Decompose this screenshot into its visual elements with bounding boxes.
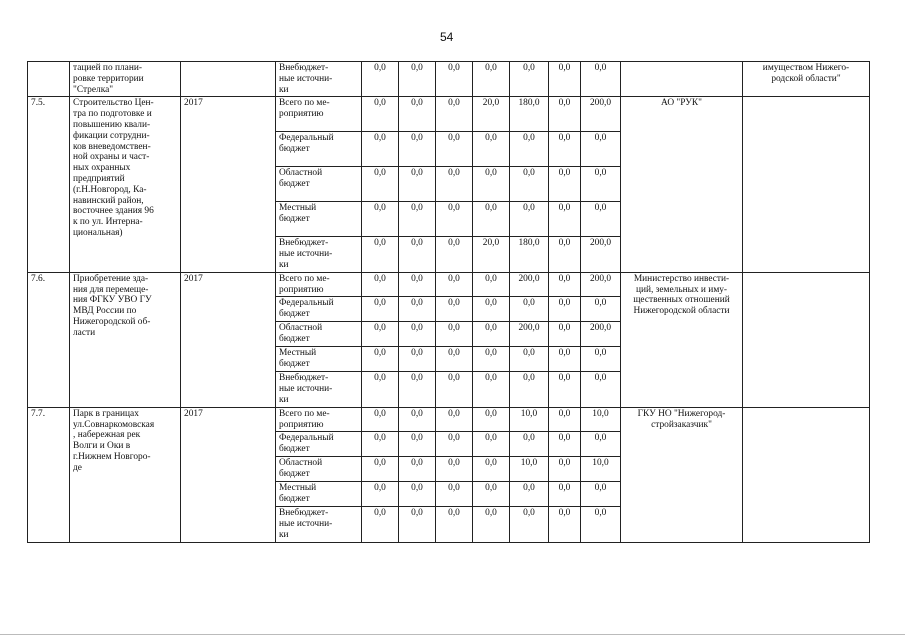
value-cell: 0,0	[510, 347, 549, 372]
value-cell: 0,0	[362, 132, 399, 167]
item-number-cell: 7.6.	[28, 272, 70, 407]
value-cell: 0,0	[549, 482, 581, 507]
value-cell: 0,0	[549, 457, 581, 482]
value-cell: 0,0	[473, 432, 510, 457]
value-cell: 0,0	[362, 272, 399, 297]
value-cell: 0,0	[510, 482, 549, 507]
value-cell: 0,0	[473, 482, 510, 507]
value-cell: 0,0	[549, 432, 581, 457]
value-cell: 0,0	[510, 507, 549, 542]
value-cell: 0,0	[581, 62, 621, 97]
value-cell: 0,0	[362, 62, 399, 97]
value-cell: 0,0	[510, 167, 549, 202]
value-cell: 0,0	[399, 322, 436, 347]
value-cell: 0,0	[549, 237, 581, 272]
value-cell: 0,0	[549, 372, 581, 407]
value-cell: 200,0	[581, 322, 621, 347]
value-cell: 0,0	[549, 62, 581, 97]
value-cell: 0,0	[436, 202, 473, 237]
page-edge-line	[0, 634, 905, 635]
value-cell: 0,0	[399, 97, 436, 132]
value-cell: 10,0	[510, 457, 549, 482]
value-cell: 0,0	[362, 432, 399, 457]
value-cell: 0,0	[399, 432, 436, 457]
value-cell: 0,0	[549, 297, 581, 322]
value-cell: 0,0	[436, 347, 473, 372]
value-cell: 0,0	[362, 97, 399, 132]
funding-source-cell: Всего по ме- роприятию	[276, 97, 362, 132]
value-cell: 0,0	[362, 322, 399, 347]
value-cell: 200,0	[581, 237, 621, 272]
value-cell: 0,0	[399, 167, 436, 202]
value-cell: 0,0	[399, 297, 436, 322]
funding-source-cell: Местный бюджет	[276, 482, 362, 507]
item-name-cell: Приобретение зда- ния для перемеще- ния ФГКУ УВО ГУ МВД России по Нижегородской об- ласти	[70, 272, 181, 407]
funding-source-cell: Областной бюджет	[276, 322, 362, 347]
funding-source-cell: Федеральный бюджет	[276, 132, 362, 167]
value-cell: 0,0	[399, 347, 436, 372]
page-number: 54	[440, 30, 454, 44]
value-cell: 200,0	[581, 272, 621, 297]
value-cell: 0,0	[436, 457, 473, 482]
value-cell: 0,0	[399, 372, 436, 407]
value-cell: 200,0	[510, 322, 549, 347]
value-cell: 0,0	[436, 432, 473, 457]
value-cell: 0,0	[399, 507, 436, 542]
value-cell: 0,0	[510, 132, 549, 167]
value-cell: 180,0	[510, 97, 549, 132]
value-cell: 0,0	[362, 237, 399, 272]
value-cell: 0,0	[362, 407, 399, 432]
value-cell: 0,0	[436, 482, 473, 507]
note-cell: имуществом Нижего- родской области"	[743, 62, 870, 97]
executor-cell: АО "РУК"	[621, 97, 743, 272]
item-name-cell: Строительство Цен- тра по подготовке и повышению квали- фикации сотрудни- ков вневедомствен- ной охраны и част- ных охранных предприятий (г.Н.Новгород, Ка- навинский район, восточнее здания 96 к по ул. Интерна- циональная)	[70, 97, 181, 272]
value-cell: 0,0	[549, 132, 581, 167]
funding-source-cell: Федеральный бюджет	[276, 297, 362, 322]
value-cell: 0,0	[473, 132, 510, 167]
value-cell: 0,0	[581, 507, 621, 542]
value-cell: 0,0	[549, 507, 581, 542]
value-cell: 0,0	[473, 407, 510, 432]
year-cell	[181, 62, 276, 97]
value-cell: 0,0	[510, 62, 549, 97]
value-cell: 0,0	[549, 97, 581, 132]
value-cell: 0,0	[399, 237, 436, 272]
executor-cell: ГКУ НО "Нижегород- стройзаказчик"	[621, 407, 743, 542]
value-cell: 0,0	[473, 507, 510, 542]
value-cell: 0,0	[436, 322, 473, 347]
year-cell: 2017	[181, 272, 276, 407]
value-cell: 0,0	[399, 482, 436, 507]
value-cell: 0,0	[399, 457, 436, 482]
value-cell: 0,0	[473, 322, 510, 347]
value-cell: 0,0	[473, 347, 510, 372]
value-cell: 10,0	[581, 457, 621, 482]
value-cell: 200,0	[510, 272, 549, 297]
item-name-cell: Парк в границах ул.Совнаркомовская , набережная рек Волги и Оки в г.Нижнем Новгоро- де	[70, 407, 181, 542]
value-cell: 0,0	[399, 132, 436, 167]
value-cell: 0,0	[399, 62, 436, 97]
value-cell: 0,0	[436, 132, 473, 167]
value-cell: 0,0	[473, 297, 510, 322]
funding-source-cell: Федеральный бюджет	[276, 432, 362, 457]
value-cell: 0,0	[581, 167, 621, 202]
value-cell: 0,0	[510, 297, 549, 322]
value-cell: 20,0	[473, 97, 510, 132]
value-cell: 0,0	[436, 372, 473, 407]
value-cell: 0,0	[436, 272, 473, 297]
note-cell	[743, 97, 870, 272]
executor-cell	[621, 62, 743, 97]
budget-table	[27, 61, 870, 543]
value-cell: 0,0	[362, 347, 399, 372]
value-cell: 0,0	[436, 407, 473, 432]
note-cell	[743, 272, 870, 407]
funding-source-cell: Внебюджет- ные источни- ки	[276, 507, 362, 542]
value-cell: 20,0	[473, 237, 510, 272]
funding-source-cell: Местный бюджет	[276, 202, 362, 237]
value-cell: 0,0	[549, 407, 581, 432]
value-cell: 0,0	[549, 272, 581, 297]
funding-source-cell: Внебюджет- ные источни- ки	[276, 372, 362, 407]
item-number-cell: 7.7.	[28, 407, 70, 542]
value-cell: 0,0	[436, 97, 473, 132]
executor-cell: Министерство инвести- ций, земельных и иму- щественных отношений Нижегородской области	[621, 272, 743, 407]
value-cell: 0,0	[549, 202, 581, 237]
table-row	[28, 62, 870, 97]
value-cell: 0,0	[581, 132, 621, 167]
value-cell: 0,0	[436, 297, 473, 322]
value-cell: 0,0	[436, 237, 473, 272]
value-cell: 0,0	[473, 62, 510, 97]
value-cell: 0,0	[581, 297, 621, 322]
value-cell: 0,0	[581, 482, 621, 507]
table-row	[28, 407, 870, 432]
value-cell: 0,0	[581, 347, 621, 372]
note-cell	[743, 407, 870, 542]
value-cell: 0,0	[473, 272, 510, 297]
value-cell: 0,0	[473, 167, 510, 202]
value-cell: 0,0	[510, 202, 549, 237]
value-cell: 0,0	[581, 432, 621, 457]
funding-source-cell: Всего по ме- роприятию	[276, 407, 362, 432]
funding-source-cell: Внебюджет- ные источни- ки	[276, 62, 362, 97]
funding-source-cell: Внебюджет- ные источни- ки	[276, 237, 362, 272]
item-name-cell: тацией по плани- ровке территории "Стрелка"	[70, 62, 181, 97]
value-cell: 0,0	[436, 167, 473, 202]
year-cell: 2017	[181, 97, 276, 272]
value-cell: 0,0	[362, 482, 399, 507]
value-cell: 200,0	[581, 97, 621, 132]
value-cell: 0,0	[399, 202, 436, 237]
value-cell: 0,0	[473, 372, 510, 407]
value-cell: 10,0	[510, 407, 549, 432]
value-cell: 0,0	[436, 62, 473, 97]
table-row	[28, 272, 870, 297]
value-cell: 0,0	[510, 372, 549, 407]
table-row	[28, 97, 870, 132]
value-cell: 0,0	[473, 457, 510, 482]
value-cell: 0,0	[362, 202, 399, 237]
item-number-cell	[28, 62, 70, 97]
value-cell: 0,0	[362, 167, 399, 202]
budget-table-container	[27, 61, 870, 543]
year-cell: 2017	[181, 407, 276, 542]
item-number-cell: 7.5.	[28, 97, 70, 272]
value-cell: 10,0	[581, 407, 621, 432]
value-cell: 0,0	[473, 202, 510, 237]
value-cell: 0,0	[362, 297, 399, 322]
value-cell: 0,0	[362, 457, 399, 482]
value-cell: 0,0	[399, 272, 436, 297]
funding-source-cell: Всего по ме- роприятию	[276, 272, 362, 297]
value-cell: 0,0	[581, 372, 621, 407]
value-cell: 0,0	[581, 202, 621, 237]
value-cell: 0,0	[549, 167, 581, 202]
value-cell: 0,0	[436, 507, 473, 542]
value-cell: 0,0	[549, 322, 581, 347]
funding-source-cell: Областной бюджет	[276, 167, 362, 202]
value-cell: 0,0	[362, 372, 399, 407]
funding-source-cell: Областной бюджет	[276, 457, 362, 482]
value-cell: 180,0	[510, 237, 549, 272]
value-cell: 0,0	[510, 432, 549, 457]
funding-source-cell: Местный бюджет	[276, 347, 362, 372]
value-cell: 0,0	[399, 407, 436, 432]
value-cell: 0,0	[549, 347, 581, 372]
value-cell: 0,0	[362, 507, 399, 542]
